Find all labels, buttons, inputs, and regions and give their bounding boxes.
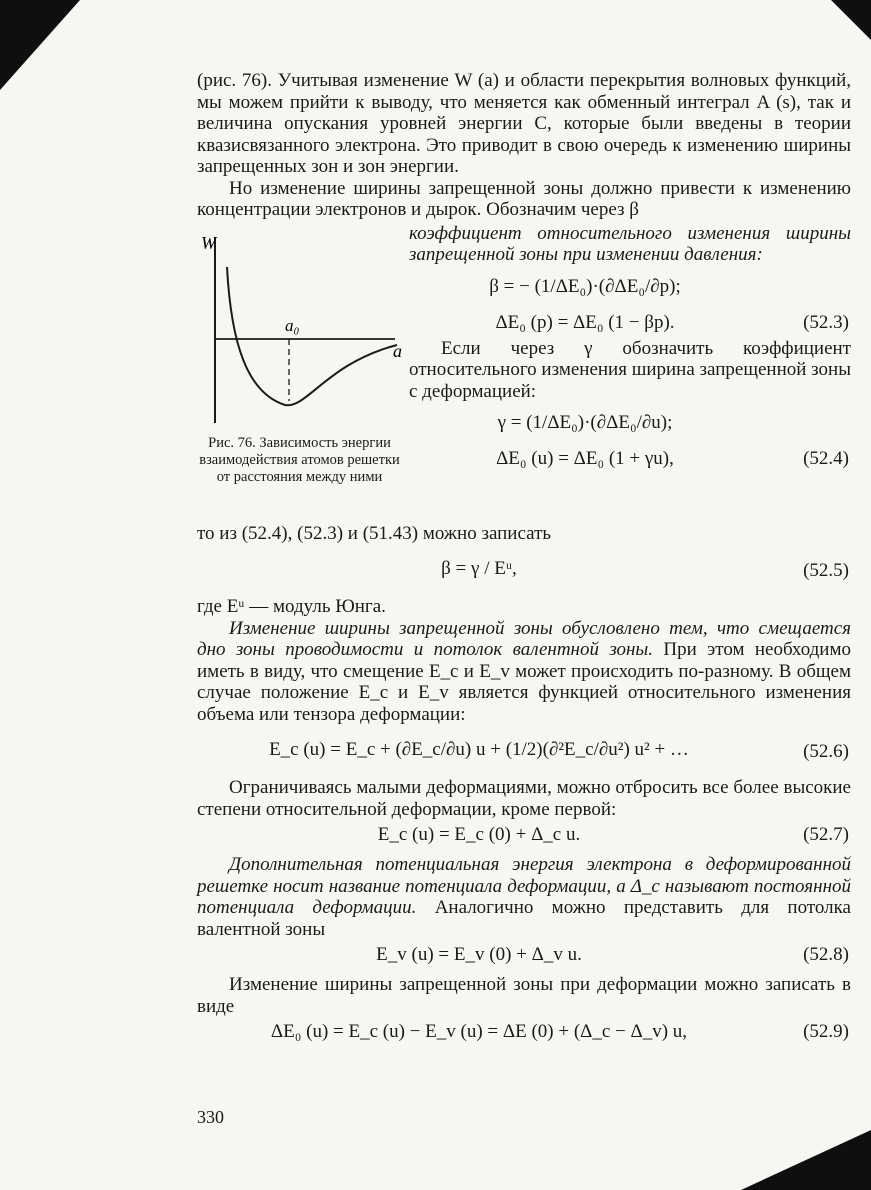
equation-52-3: ΔE₀ (p) = ΔE₀ (1 − βp). (52.3) <box>495 311 849 333</box>
figure-caption: Рис. 76. Зависимость энергии взаимодействия атомов решетки от расстояния между ними <box>199 434 400 485</box>
energy-curve <box>227 267 397 405</box>
equation-number: (52.3) <box>803 311 849 333</box>
paragraph-7: Ограничиваясь малыми деформациями, можно отбросить все более высокие степени относительной деформации, кроме первой: <box>197 777 851 820</box>
scan-shadow-top-left <box>0 0 80 90</box>
equation-number: (52.8) <box>803 944 849 965</box>
paragraph-1: (рис. 76). Учитывая изменение W (a) и области перекрытия волновых функций, мы можем прийти к выводу, что меняется как обменный интеграл A (s), так и величина опускания уровней энергии C, которые были введены в теории квазисвязанного электрона. Это приводит в свою очередь к изменению ширины запрещенных зон и зон энергии. <box>197 70 851 177</box>
gamma-definition-text: Если через γ обозначить коэффициент относительного изменения ширина запрещенной зоны с деформацией: <box>409 337 851 402</box>
equation-number: (52.9) <box>803 1021 849 1042</box>
equation-52-6: E_c (u) = E_c + (∂E_c/∂u) u + (1/2)(∂²E_c/∂u²) u² + … (52.6) <box>269 739 849 762</box>
paragraph-2: Но изменение ширины запрещенной зоны должно привести к изменению концентрации электронов и дырок. Обозначим через β <box>197 177 851 220</box>
page-number: 330 <box>197 1107 224 1127</box>
equation-52-9: ΔE₀ (u) = E_c (u) − E_v (u) = ΔE (0) + (Δ_c − Δ_v) u, (52.9) <box>270 1021 849 1042</box>
equation-number: (52.7) <box>803 824 849 845</box>
equation-beta-def: β = − (1/ΔE₀)·(∂ΔE₀/∂p); <box>489 275 681 297</box>
scan-shadow-bottom-right <box>741 1130 871 1190</box>
figure-block <box>197 223 851 523</box>
paragraph-5: где Eᵘ — модуль Юнга. <box>197 596 386 617</box>
paragraph-6: Изменение ширины запрещенной зоны обусловлено тем, что смещается дно зоны проводимости и потолок валентной зоны. При этом необходимо иметь в виду, что смещение E_c и E_v может происходить по-разному. В общем случае положение E_c и E_v является функцией относительного изменения объема или тензора деформации: <box>197 617 851 725</box>
equation-52-4: ΔE₀ (u) = ΔE₀ (1 + γu), (52.4) <box>496 448 849 469</box>
equation-52-5: β = γ / Eᵘ, (52.5) <box>441 558 849 581</box>
x-axis-label: a <box>393 340 402 361</box>
y-axis-label: W <box>201 232 216 253</box>
equation-52-7: E_c (u) = E_c (0) + Δ_c u. (52.7) <box>377 824 849 845</box>
page-body <box>197 70 851 1051</box>
equation-gamma-def: γ = (1/ΔE₀)·(∂ΔE₀/∂u); <box>497 412 673 433</box>
figure-76 <box>197 223 402 486</box>
scan-shadow-top-right <box>831 0 871 40</box>
equation-number: (52.5) <box>803 560 849 581</box>
paragraph-4: то из (52.4), (52.3) и (51.43) можно записать <box>197 522 552 544</box>
paragraph-8: Дополнительная потенциальная энергия электрона в деформированной решетке носит название потенциала деформации, а Δ_c называют постоянной потенциала деформации. Аналогично можно представить для потолка валентной зоны <box>197 854 851 940</box>
a0-label: a₀ <box>285 315 300 335</box>
equation-52-8: E_v (u) = E_v (0) + Δ_v u. (52.8) <box>376 944 849 965</box>
beta-definition-text: коэффициент относительного изменения ширины запрещенной зоны при изменении давления: <box>409 222 851 265</box>
energy-curve-plot <box>197 223 402 433</box>
figure-side-text <box>409 223 851 475</box>
equation-number: (52.6) <box>803 741 849 762</box>
paragraph-9: Изменение ширины запрещенной зоны при деформации можно записать в виде <box>197 974 851 1017</box>
equation-number: (52.4) <box>803 448 849 469</box>
